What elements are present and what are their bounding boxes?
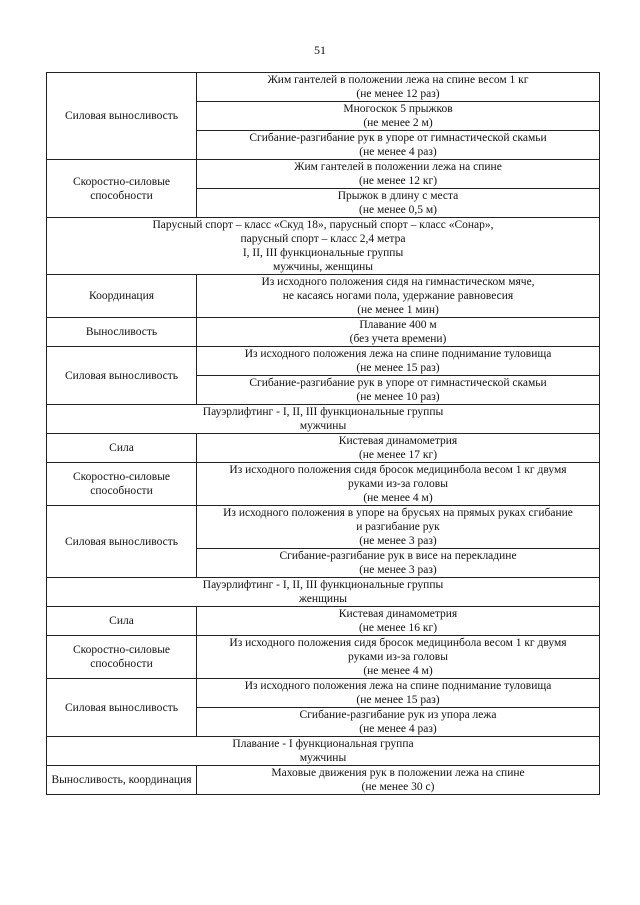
test-title-line: Из исходного положения лежа на спине поднимание туловища bbox=[244, 348, 552, 360]
quality-cell: Силовая выносливость bbox=[47, 679, 197, 737]
test-title-line: Из исходного положения сидя бросок медицинбола весом 1 кг двумя bbox=[229, 637, 567, 649]
test-norm: (не менее 1 мин) bbox=[357, 304, 439, 316]
section-header-line: мужчины bbox=[299, 420, 347, 432]
test-cell bbox=[197, 102, 600, 131]
test-cell bbox=[197, 318, 600, 347]
quality-cell: Сила bbox=[47, 434, 197, 463]
test-title-line: руками из-за головы bbox=[348, 478, 448, 490]
test-cell bbox=[197, 347, 600, 376]
test-cell bbox=[197, 131, 600, 160]
section-header bbox=[47, 218, 600, 275]
test-title-line: и разгибание рук bbox=[356, 521, 440, 533]
test-norm: (не менее 12 кг) bbox=[358, 175, 438, 187]
test-norm: (не менее 17 кг) bbox=[358, 449, 438, 461]
test-title-line: Из исходного положения лежа на спине поднимание туловища bbox=[244, 680, 552, 692]
section-header bbox=[47, 737, 600, 766]
section-header bbox=[47, 578, 600, 607]
test-norm: (не менее 12 раз) bbox=[356, 88, 440, 100]
test-row bbox=[47, 506, 600, 549]
test-title-line: Сгибание-разгибание рук в упоре от гимнастической скамьи bbox=[249, 377, 547, 389]
quality-cell: Скоростно-силовые способности bbox=[47, 160, 197, 218]
quality-cell: Силовая выносливость bbox=[47, 506, 197, 578]
test-title-line: Маховые движения рук в положении лежа на спине bbox=[271, 767, 525, 779]
test-title-line: Из исходного положения сидя бросок медицинбола весом 1 кг двумя bbox=[229, 464, 567, 476]
test-row bbox=[47, 679, 600, 708]
test-title-line: руками из-за головы bbox=[348, 651, 448, 663]
test-title-line: Жим гантелей в положении лежа на спине bbox=[294, 161, 502, 173]
section-header-line: Плавание - I функциональная группа bbox=[232, 738, 414, 750]
section-header-row bbox=[47, 405, 600, 434]
quality-cell: Выносливость bbox=[47, 318, 197, 347]
section-header bbox=[47, 405, 600, 434]
quality-cell: Силовая выносливость bbox=[47, 73, 197, 160]
section-header-row bbox=[47, 737, 600, 766]
quality-cell: Координация bbox=[47, 275, 197, 318]
test-norm: (не менее 15 раз) bbox=[356, 362, 440, 374]
test-title-line: Жим гантелей в положении лежа на спине весом 1 кг bbox=[267, 74, 529, 86]
test-cell bbox=[197, 766, 600, 795]
test-row bbox=[47, 73, 600, 102]
quality-cell: Сила bbox=[47, 607, 197, 636]
test-row bbox=[47, 275, 600, 318]
section-header-line: Пауэрлифтинг - I, II, III функциональные группы bbox=[202, 406, 444, 418]
test-cell bbox=[197, 376, 600, 405]
test-row bbox=[47, 434, 600, 463]
test-row bbox=[47, 318, 600, 347]
test-norm: (без учета времени) bbox=[349, 333, 447, 345]
test-cell bbox=[197, 708, 600, 737]
norms-table bbox=[46, 72, 600, 795]
test-title-line: Сгибание-разгибание рук в упоре от гимнастической скамьи bbox=[249, 132, 547, 144]
test-norm: (не менее 30 с) bbox=[361, 781, 435, 793]
test-cell bbox=[197, 607, 600, 636]
section-header-line: мужчины bbox=[299, 752, 347, 764]
test-cell bbox=[197, 506, 600, 549]
test-norm: (не менее 0,5 м) bbox=[359, 204, 437, 216]
section-header-row bbox=[47, 578, 600, 607]
test-title-line: Сгибание-разгибание рук в висе на перекладине bbox=[279, 550, 517, 562]
test-cell bbox=[197, 549, 600, 578]
test-row bbox=[47, 766, 600, 795]
test-cell bbox=[197, 189, 600, 218]
test-title-line: не касаясь ногами пола, удержание равновесия bbox=[282, 290, 514, 302]
test-cell bbox=[197, 275, 600, 318]
test-cell bbox=[197, 463, 600, 506]
section-header-row bbox=[47, 218, 600, 275]
test-norm: (не менее 4 м) bbox=[363, 492, 433, 504]
section-header-line: Пауэрлифтинг - I, II, III функциональные группы bbox=[202, 579, 444, 591]
test-row bbox=[47, 607, 600, 636]
section-header-line: парусный спорт – класс 2,4 метра bbox=[240, 233, 406, 245]
test-title-line: Сгибание-разгибание рук из упора лежа bbox=[299, 709, 497, 721]
section-header-line: мужчины, женщины bbox=[272, 261, 374, 273]
test-row bbox=[47, 463, 600, 506]
test-title-line: Плавание 400 м bbox=[359, 319, 437, 331]
quality-cell: Выносливость, координация bbox=[47, 766, 197, 795]
page-number: 51 bbox=[314, 43, 326, 57]
test-norm: (не менее 2 м) bbox=[363, 117, 433, 129]
section-header-line: I, II, III функциональные группы bbox=[242, 247, 404, 259]
test-cell bbox=[197, 73, 600, 102]
test-norm: (не менее 16 кг) bbox=[358, 622, 438, 634]
test-cell bbox=[197, 434, 600, 463]
test-title-line: Кистевая динамометрия bbox=[338, 608, 458, 620]
section-header-line: Парусный спорт – класс «Скуд 18», парусный спорт – класс «Сонар», bbox=[152, 219, 494, 231]
test-title-line: Многоскок 5 прыжков bbox=[343, 103, 453, 115]
test-row bbox=[47, 160, 600, 189]
test-title-line: Кистевая динамометрия bbox=[338, 435, 458, 447]
test-norm: (не менее 10 раз) bbox=[356, 391, 440, 403]
quality-cell: Скоростно-силовые способности bbox=[47, 463, 197, 506]
test-row bbox=[47, 347, 600, 376]
test-title-line: Из исходного положения в упоре на брусьях на прямых руках сгибание bbox=[223, 507, 573, 519]
test-row bbox=[47, 636, 600, 679]
section-header-line: женщины bbox=[299, 593, 347, 605]
test-norm: (не менее 3 раз) bbox=[359, 535, 437, 547]
test-title-line: Из исходного положения сидя на гимнастическом мяче, bbox=[261, 276, 535, 288]
test-cell bbox=[197, 160, 600, 189]
quality-cell: Силовая выносливость bbox=[47, 347, 197, 405]
test-norm: (не менее 15 раз) bbox=[356, 694, 440, 706]
test-norm: (не менее 4 раз) bbox=[359, 723, 437, 735]
test-norm: (не менее 4 раз) bbox=[359, 146, 437, 158]
test-cell bbox=[197, 636, 600, 679]
test-norm: (не менее 4 м) bbox=[363, 665, 433, 677]
test-norm: (не менее 3 раз) bbox=[359, 564, 437, 576]
test-title-line: Прыжок в длину с места bbox=[337, 190, 459, 202]
test-cell bbox=[197, 679, 600, 708]
quality-cell: Скоростно-силовые способности bbox=[47, 636, 197, 679]
